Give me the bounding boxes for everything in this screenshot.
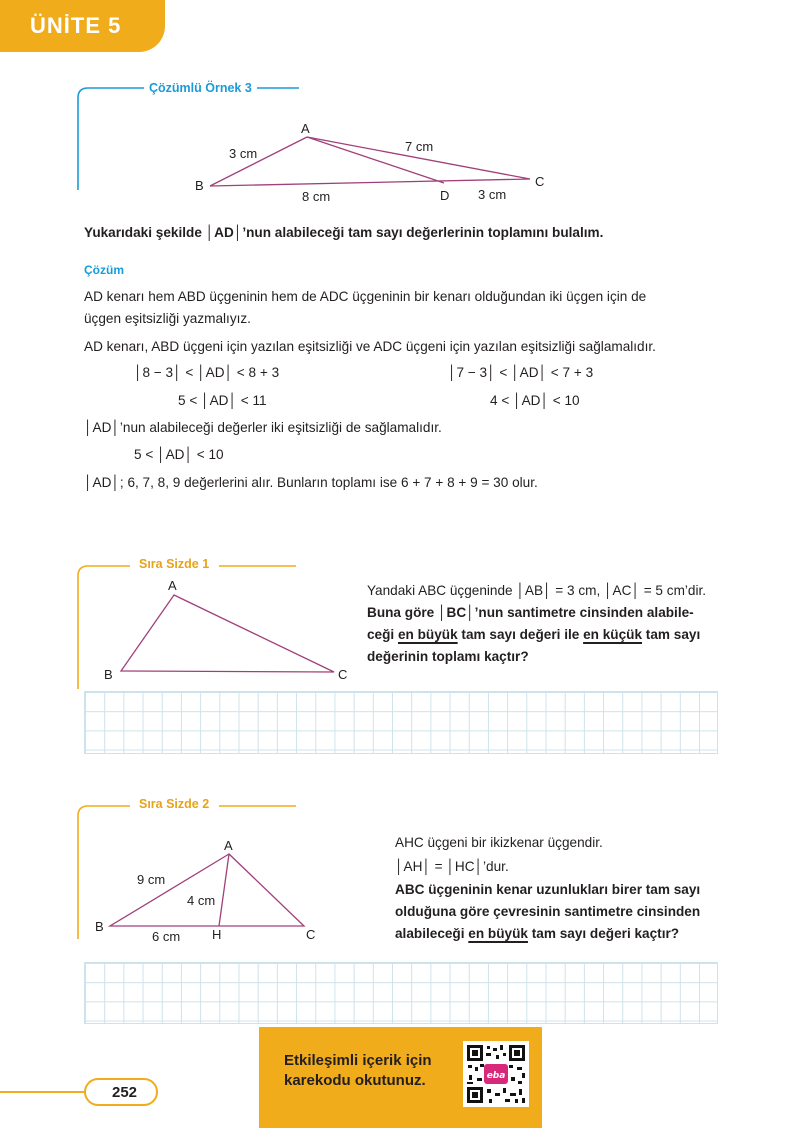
example-question: Yukarıdaki şekilde │AD│’nun alabileceği tam sayı değerlerinin toplamını bulalım.	[84, 225, 604, 240]
exercise1-label-b: B	[104, 667, 113, 682]
inequality-adc: │7 − 3│ < │AD│ < 7 + 3	[448, 365, 594, 380]
segment-ab	[210, 137, 307, 186]
example-figure	[0, 0, 800, 220]
inequality-abd-simplified: 5 < │AD│ < 11	[178, 393, 267, 408]
unit-title: ÜNİTE 5	[30, 13, 122, 38]
example-title: Çözümlü Örnek 3	[149, 81, 252, 95]
qr-instruction	[284, 1051, 432, 1090]
example-label-b: B	[195, 178, 204, 193]
exercise1-answer-grid[interactable]	[84, 691, 718, 754]
example-label-c: C	[535, 174, 545, 189]
exercise1-line-1: Yandaki ABC üçgeninde │AB│ = 3 cm, │AC│ = 5 cm’dir.	[367, 583, 707, 598]
example-length-ab: 3 cm	[229, 146, 258, 161]
inequality-final: 5 < │AD│ < 10	[134, 447, 224, 462]
qr-instruction-line-2: karekodu okutunuz.	[284, 1071, 426, 1089]
inequality-adc-simplified: 4 < │AD│ < 10	[490, 393, 580, 408]
exercise2-title: Sıra Sizde 2	[139, 797, 210, 811]
exercise2-line-1: AHC üçgeni bir ikizkenar üçgendir.	[395, 835, 603, 850]
inequality-abd: │8 − 3│ < │AD│ < 8 + 3	[134, 365, 280, 380]
exercise1-label-c: C	[338, 667, 348, 682]
exercise2-label-h: H	[212, 927, 222, 942]
qr-code[interactable]	[463, 1041, 529, 1107]
page-number: 252	[112, 1084, 138, 1101]
solution-paragraph-1-line-1: AD kenarı hem ABD üçgeninin hem de ADC üçgeninin bir kenarı olduğundan iki üçgen için de	[84, 289, 647, 304]
exercise2-length-ab: 9 cm	[137, 872, 166, 887]
exercise2-line-2: │AH│ = │HC│’dur.	[395, 859, 509, 874]
exercise1-title: Sıra Sizde 1	[139, 557, 210, 571]
solution-paragraph-1-line-2: üçgen eşitsizliği yazmalıyız.	[84, 311, 251, 326]
exercise2-label-c: C	[306, 927, 316, 942]
example-label-a: A	[301, 121, 310, 136]
exercise2-length-ah: 4 cm	[187, 893, 216, 908]
solution-paragraph-4: │AD│; 6, 7, 8, 9 değerlerini alır. Bunların toplamı ise 6 + 7 + 8 + 9 = 30 olur.	[84, 475, 538, 490]
qr-panel	[259, 1027, 542, 1128]
exercise1-line-3: ceği en büyük tam sayı değeri ile en küçük tam sayı	[367, 627, 701, 642]
exercise2-answer-grid[interactable]	[84, 962, 718, 1024]
exercise2-line-3: ABC üçgeninin kenar uzunlukları birer tam sayı	[395, 882, 701, 897]
exercise2-length-bh: 6 cm	[152, 929, 181, 944]
exercise1-label-a: A	[168, 578, 177, 593]
exercise2-label-a: A	[224, 838, 233, 853]
solution-label: Çözüm	[84, 263, 124, 277]
exercise1-figure	[0, 560, 800, 690]
example-length-ac: 7 cm	[405, 139, 434, 154]
example-length-bd: 8 cm	[302, 189, 331, 204]
page-number-pill	[84, 1078, 158, 1106]
solution-paragraph-2: AD kenarı, ABD üçgeni için yazılan eşitsizliği ve ADC üçgeni için yazılan eşitsizliği sağlamalıdır.	[84, 339, 656, 354]
segment-bc	[210, 179, 530, 186]
solution-paragraph-3: │AD│’nun alabileceği değerler iki eşitsizliği de sağlamalıdır.	[84, 420, 442, 435]
eba-badge: eba	[486, 1071, 506, 1081]
page-number-line	[0, 1091, 84, 1093]
exercise1-line-2: Buna göre │BC│’nun santimetre cinsinden alabile-	[367, 605, 694, 620]
qr-code-icon	[465, 1043, 527, 1105]
exercise2-label-b: B	[95, 919, 104, 934]
example-label-d: D	[440, 188, 450, 203]
qr-instruction-line-1: Etkileşimli içerik için	[284, 1052, 432, 1069]
exercise2-line-5: alabileceği en büyük tam sayı değeri kaçtır?	[395, 926, 680, 941]
exercise2-line-4: olduğuna göre çevresinin santimetre cinsinden	[395, 904, 701, 919]
example-length-dc: 3 cm	[478, 187, 507, 202]
exercise1-line-4: değerinin toplamı kaçtır?	[367, 649, 529, 664]
